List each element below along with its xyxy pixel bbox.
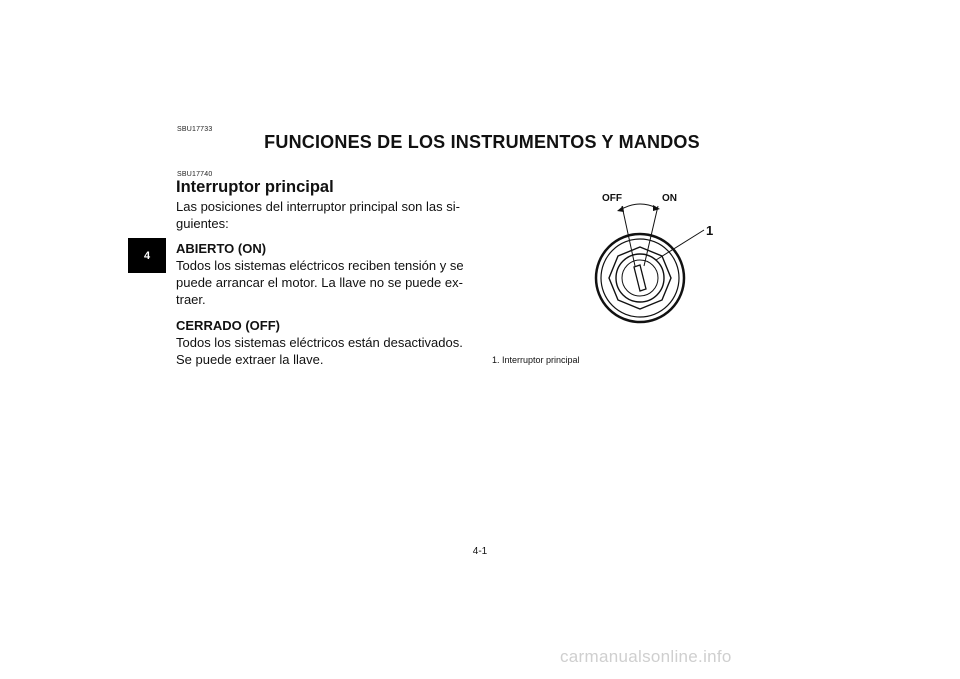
callout-leader	[656, 230, 704, 260]
watermark: carmanualsonline.info	[560, 647, 732, 666]
document-code-top: SBU17733	[177, 126, 213, 133]
off-label: OFF	[602, 193, 622, 204]
position-off-line: Se puede extraer la llave.	[176, 352, 324, 367]
page-number: 4-1	[472, 546, 488, 557]
callout-number: 1	[706, 223, 714, 238]
on-label: ON	[662, 193, 677, 204]
position-on-line: puede arrancar el motor. La llave no se puede ex-	[176, 275, 463, 290]
figure-caption: 1. Interruptor principal	[492, 355, 580, 365]
position-off-line: Todos los sistemas eléctricos están desactivados.	[176, 335, 463, 350]
position-on-line: Todos los sistemas eléctricos reciben tensión y se	[176, 258, 464, 273]
section-title: Interruptor principal	[176, 178, 334, 196]
key-slot	[634, 265, 646, 291]
position-on-block	[176, 240, 466, 308]
position-off-heading: CERRADO (OFF)	[176, 318, 280, 333]
intro-paragraph	[176, 198, 466, 232]
rotation-arc	[620, 204, 657, 210]
main-switch-illustration	[580, 184, 720, 334]
chapter-tab: 4	[128, 238, 166, 273]
position-off-block	[176, 317, 466, 368]
section-code: SBU17740	[177, 171, 213, 178]
position-on-heading: ABIERTO (ON)	[176, 241, 267, 256]
intro-line: Las posiciones del interruptor principal son las si-	[176, 199, 460, 214]
intro-line: guientes:	[176, 216, 229, 231]
position-on-line: traer.	[176, 292, 206, 307]
page-title: FUNCIONES DE LOS INSTRUMENTOS Y MANDOS	[264, 132, 700, 152]
arc-arrow-right-icon	[653, 205, 660, 211]
